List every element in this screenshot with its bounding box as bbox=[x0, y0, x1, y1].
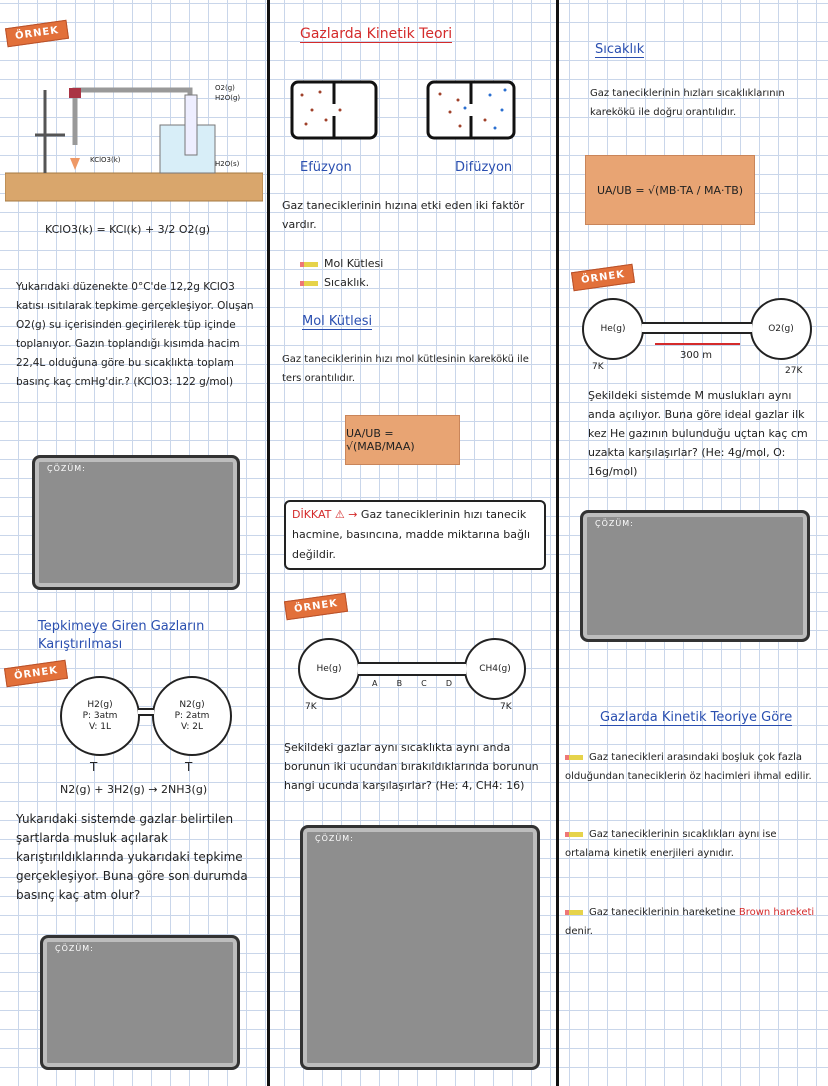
temperature-label: 7K bbox=[592, 362, 604, 372]
example-badge: ÖRNEK bbox=[571, 264, 635, 291]
tube bbox=[358, 662, 466, 676]
distance-label: 300 m bbox=[680, 350, 713, 361]
ammonia-equation: N2(g) + 3H2(g) → 2NH3(g) bbox=[60, 783, 208, 796]
example-question: Yukarıdaki düzenekte 0°C'de 12,2g KClO3 katısı ısıtılarak tepkime gerçekleşiyor. Oluşan O2(g) su içerisinden geçirilerek tüp içinde toplanıyor. Gazın toplandığı kısımda hacim 22,4L olduğuna göre bu sıcaklıkta toplam basınç kaç cmHg'dir.? (KClO3: 122 g/mol) bbox=[16, 281, 254, 388]
effusion-diffusion-diagram bbox=[290, 80, 520, 142]
tube-points: A B C D bbox=[372, 679, 452, 688]
example-badge: ÖRNEK bbox=[4, 660, 68, 687]
theory-item: Gaz tanecikleri arasındaki boşluk çok fazla olduğundan taneciklerin öz hacimleri ihmal edilir. bbox=[565, 752, 812, 782]
factor-item: Sıcaklık. bbox=[300, 273, 369, 292]
apparatus-label: H2O(s) bbox=[215, 160, 240, 168]
effusion-label: Efüzyon bbox=[300, 160, 352, 175]
temperature-mark: T bbox=[185, 760, 193, 774]
diffusion-label: Difüzyon bbox=[455, 160, 513, 175]
solution-box: ÇÖZÜM: bbox=[300, 825, 540, 1070]
section-heading: Sıcaklık bbox=[595, 42, 645, 57]
apparatus-label: O2(g) bbox=[215, 84, 235, 92]
example-question: Yukarıdaki sistemde gazlar belirtilen şartlarda musluk açılarak karıştırıldıklarında yukarıdaki tepkime gerçekleşiyor. Buna göre son durumda basınç kaç atm olur? bbox=[16, 812, 248, 902]
solution-box: ÇÖZÜM: bbox=[32, 455, 240, 590]
temperature-mark: T bbox=[90, 760, 98, 774]
section-heading: Mol Kütlesi bbox=[302, 314, 373, 329]
page-title: Gazlarda Kinetik Teori bbox=[300, 26, 453, 42]
column-divider bbox=[556, 0, 559, 1086]
example-question: Şekildeki sistemde M muslukları aynı anda açılıyor. Buna göre ideal gazlar ilk kez He gazının bulunduğu uçtan kaç cm uzakta karşılaşırlar? (He: 4g/mol, O: 16g/mol) bbox=[588, 389, 808, 478]
theory-item: Gaz taneciklerinin sıcaklıkları aynı ise ortalama kinetik enerjileri aynıdır. bbox=[565, 829, 777, 859]
temperature-label: 7K bbox=[305, 702, 317, 712]
temperature-text: Gaz taneciklerinin hızları sıcaklıklarının karekökü ile doğru orantılıdır. bbox=[590, 88, 785, 118]
section-heading: Gazlarda Kinetik Teoriye Göre bbox=[600, 710, 793, 725]
marker-icon bbox=[565, 755, 583, 760]
column-divider bbox=[267, 0, 270, 1086]
formula-box: UA/UB = √(MAB/MAA) bbox=[345, 415, 460, 465]
tube bbox=[642, 322, 752, 334]
marker-icon bbox=[300, 262, 318, 267]
intro-text: Gaz taneciklerinin hızına etki eden iki faktör vardır. bbox=[282, 199, 525, 231]
marker-icon bbox=[300, 281, 318, 286]
valve bbox=[138, 708, 154, 716]
apparatus-label: KClO3(k) bbox=[90, 156, 121, 164]
mol-text: Gaz taneciklerinin hızı mol kütlesinin karekökü ile ters orantılıdır. bbox=[282, 354, 529, 384]
warning-box: DİKKAT ⚠ → Gaz taneciklerinin hızı tanecik hacmine, basıncına, madde miktarına bağlı değildir. bbox=[284, 500, 546, 570]
temperature-label: 7K bbox=[500, 702, 512, 712]
solution-box: ÇÖZÜM: bbox=[580, 510, 810, 642]
decomposition-equation: KClO3(k) = KCl(k) + 3/2 O2(g) bbox=[45, 223, 211, 236]
theory-item: Gaz taneciklerinin hareketine Brown hareketi denir. bbox=[565, 907, 815, 937]
distance-arrow bbox=[655, 343, 740, 345]
example-question: Şekildeki gazlar aynı sıcaklıkta aynı anda borunun iki ucundan bırakıldıklarında borunun hangi ucunda karşılaşırlar? (He: 4, CH4: 16) bbox=[284, 741, 539, 792]
section-heading: Tepkimeye Giren Gazların Karıştırılması bbox=[38, 619, 205, 652]
n2-bulb: N2(g) P: 2atm V: 2L bbox=[152, 676, 232, 756]
temperature-label: 27K bbox=[785, 366, 803, 376]
o2-bulb: O2(g) bbox=[750, 298, 812, 360]
marker-icon bbox=[565, 910, 583, 915]
he-bulb: He(g) bbox=[582, 298, 644, 360]
marker-icon bbox=[565, 832, 583, 837]
example-badge: ÖRNEK bbox=[5, 20, 69, 47]
apparatus-label: H2O(g) bbox=[215, 94, 241, 102]
h2-bulb: H2(g) P: 3atm V: 1L bbox=[60, 676, 140, 756]
solution-box: ÇÖZÜM: bbox=[40, 935, 240, 1070]
formula-box: UA/UB = √(MB·TA / MA·TB) bbox=[585, 155, 755, 225]
he-bulb: He(g) bbox=[298, 638, 360, 700]
factor-item: Mol Kütlesi bbox=[300, 254, 383, 273]
ch4-bulb: CH4(g) bbox=[464, 638, 526, 700]
example-badge: ÖRNEK bbox=[284, 593, 348, 620]
